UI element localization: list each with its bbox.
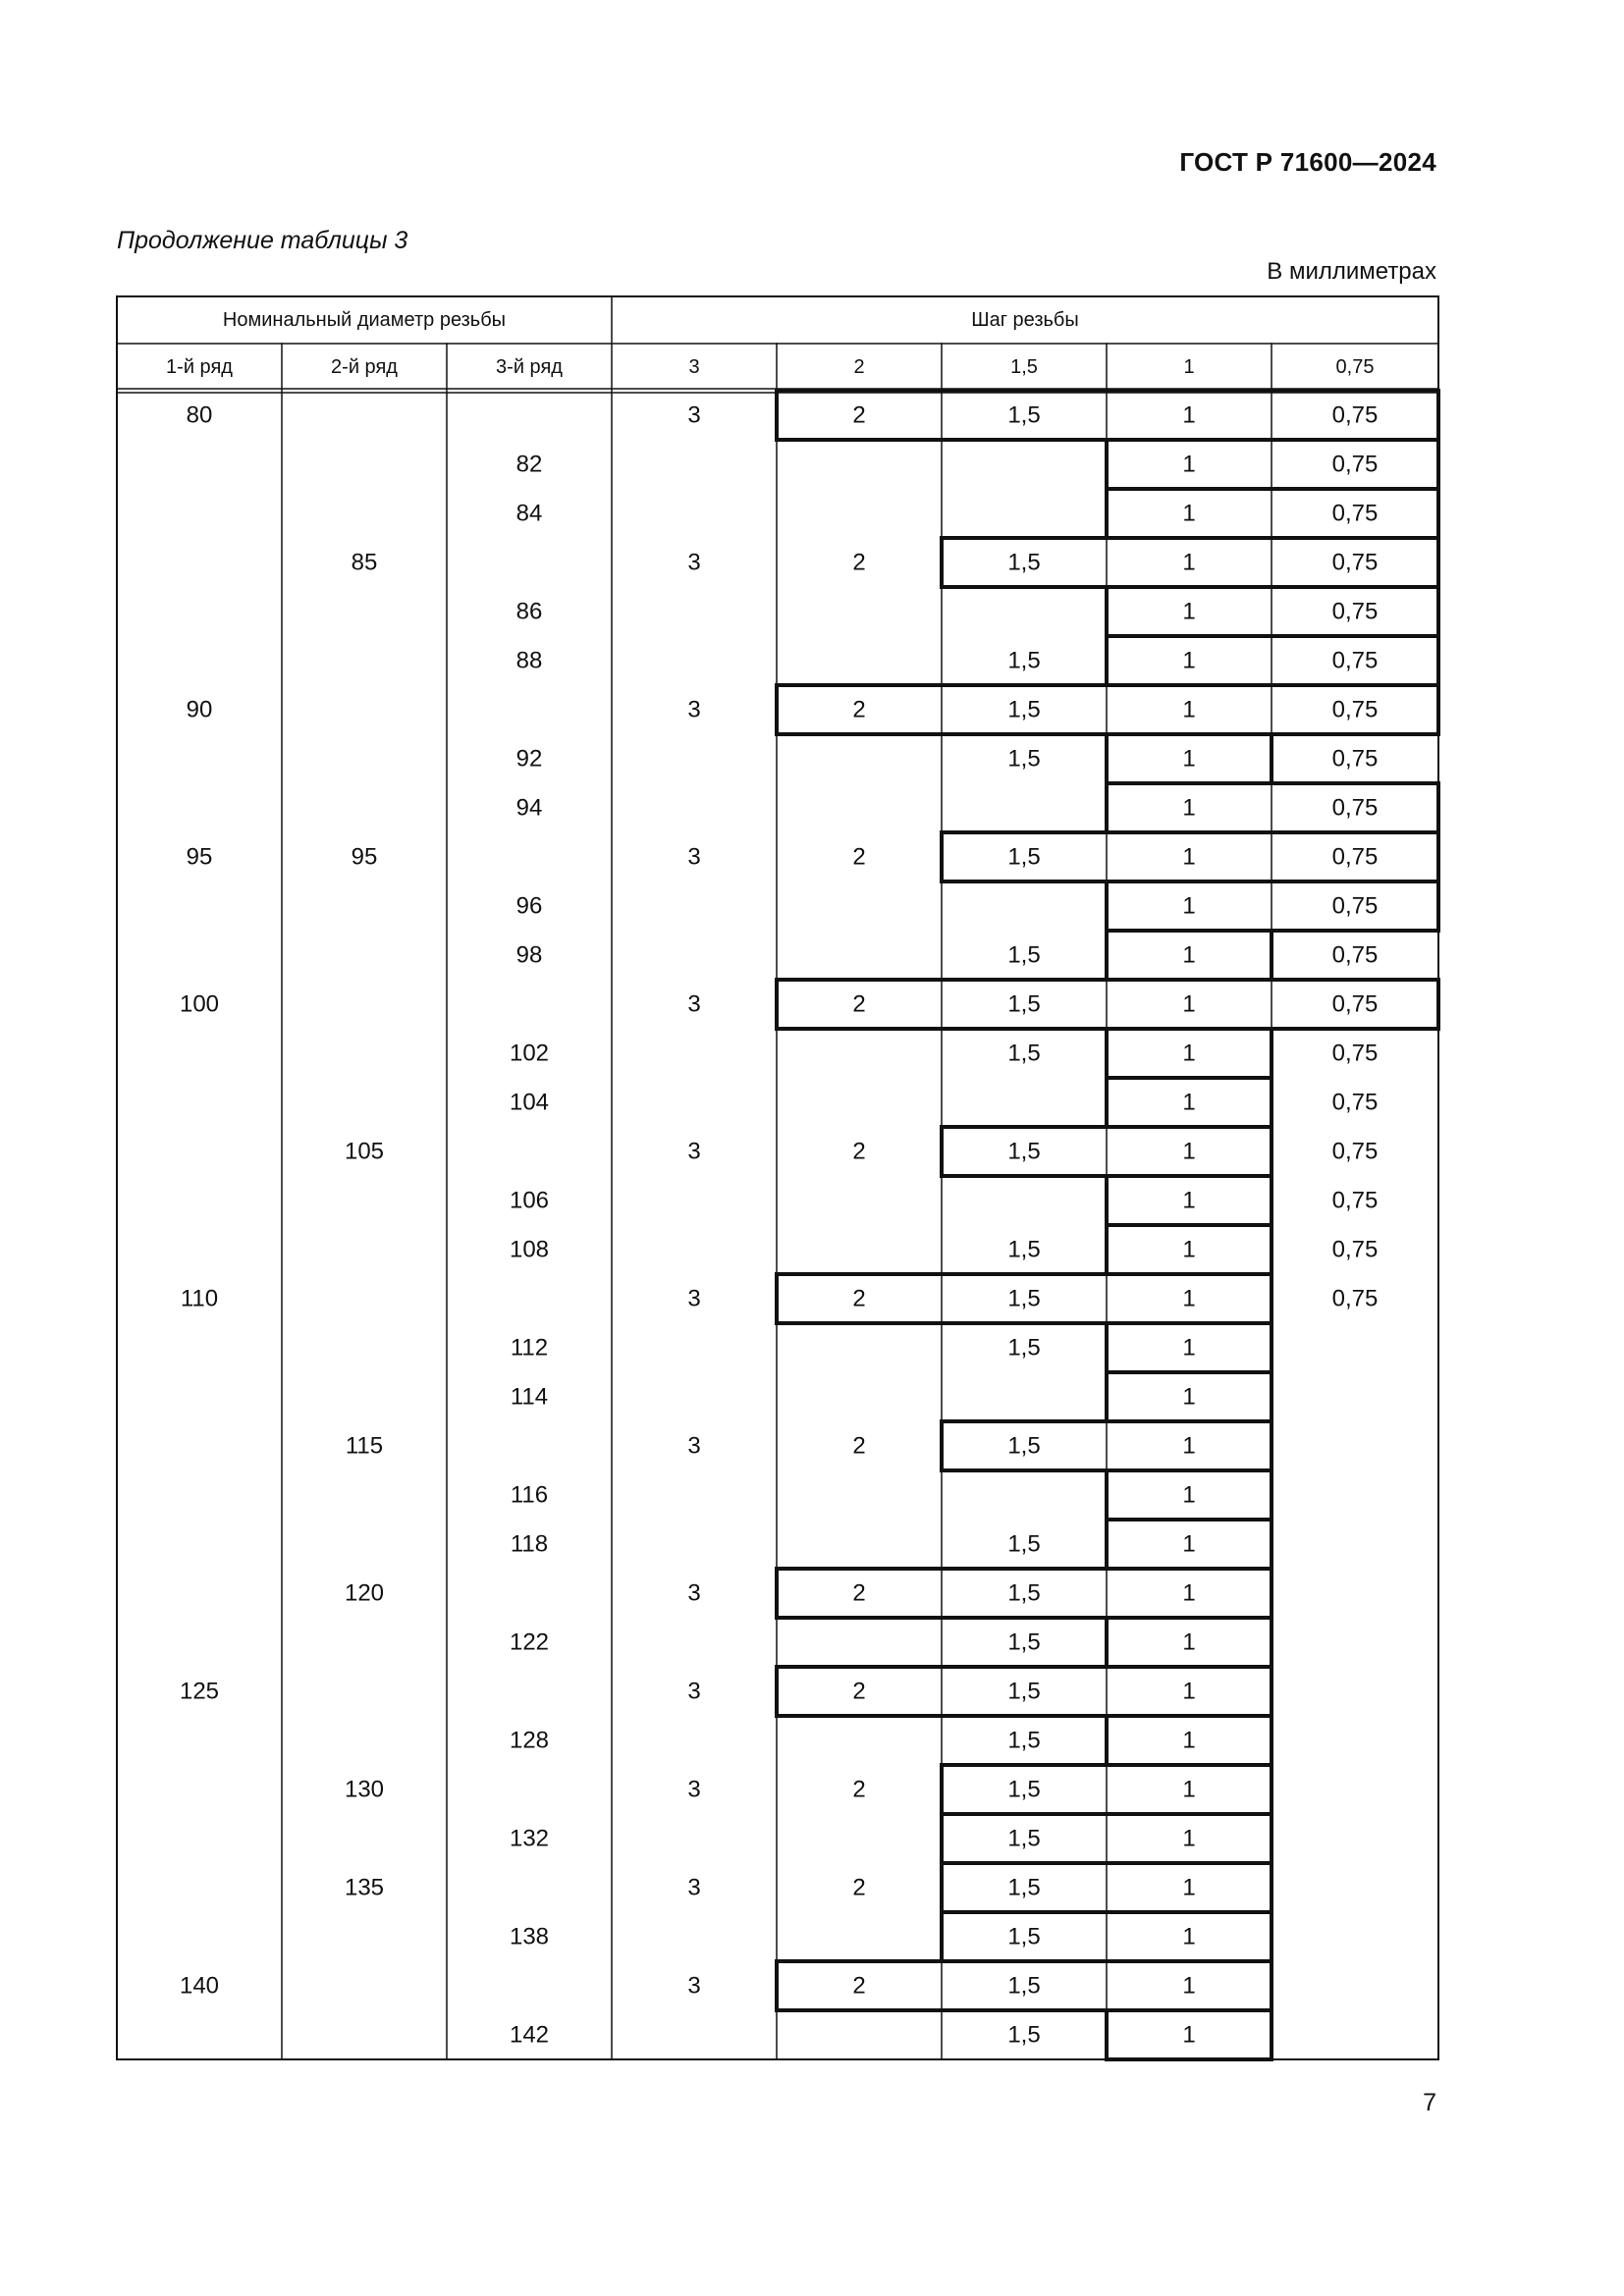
table-cell: 1	[1182, 549, 1196, 576]
thread-pitch-table	[117, 296, 1438, 2059]
table-cell: 1	[1182, 696, 1196, 723]
table-cell: 132	[509, 1825, 550, 1852]
table-cell: 1	[1182, 1236, 1196, 1263]
page-number: 7	[1423, 2089, 1436, 2116]
table-cell: 1	[1182, 892, 1196, 920]
table-cell: 102	[509, 1040, 550, 1067]
table-cell: 1,5	[1007, 696, 1041, 723]
table-cell: 0,75	[1331, 598, 1379, 625]
table-cell: 2	[852, 1972, 866, 2000]
table-cell: 2	[852, 1776, 866, 1803]
table-cell: 2	[852, 1678, 866, 1705]
table-cell: 104	[509, 1089, 550, 1116]
table-cell: 114	[510, 1383, 549, 1411]
table-cell: 1	[1182, 745, 1196, 773]
column-header: 3	[688, 356, 700, 378]
table-cell: 125	[179, 1678, 220, 1705]
table-grid	[117, 296, 1438, 2059]
table-cell: 3	[687, 1432, 701, 1460]
table-cell: 2	[852, 1432, 866, 1460]
table-cell: 3	[687, 843, 701, 871]
table-cell: 1	[1182, 843, 1196, 871]
table-cell: 0,75	[1331, 549, 1379, 576]
table-cell: 3	[687, 1972, 701, 2000]
table-cell: 0,75	[1331, 1187, 1379, 1214]
table-cell: 1,5	[1007, 1040, 1041, 1067]
table-cell: 1	[1182, 1481, 1196, 1509]
table-cell: 128	[509, 1727, 550, 1754]
table-cell: 1,5	[1007, 1530, 1041, 1558]
table-cell: 82	[515, 451, 543, 478]
table-cell: 1,5	[1007, 1629, 1041, 1656]
table-cell: 1,5	[1007, 2021, 1041, 2049]
column-header: 0,75	[1335, 356, 1375, 378]
table-cell: 80	[186, 401, 213, 429]
table-cell: 1	[1182, 1825, 1196, 1852]
table-cell: 3	[687, 1579, 701, 1607]
table-cell: 1,5	[1007, 745, 1041, 773]
table-cell: 3	[687, 1874, 701, 1901]
table-cell: 1	[1182, 1727, 1196, 1754]
table-cell: 1	[1182, 941, 1196, 969]
column-header: 1	[1183, 356, 1195, 378]
table-cell: 118	[510, 1530, 549, 1558]
table-cell: 2	[852, 1285, 866, 1312]
table-cell: 1,5	[1007, 1678, 1041, 1705]
table-cell: 2	[852, 696, 866, 723]
table-cell: 0,75	[1331, 892, 1379, 920]
table-cell: 112	[510, 1334, 549, 1362]
table-cell: 1	[1182, 1040, 1196, 1067]
table-cell: 1	[1182, 1285, 1196, 1312]
table-cell: 0,75	[1331, 451, 1379, 478]
table-cell: 0,75	[1331, 647, 1379, 674]
column-header: 2-й ряд	[331, 356, 398, 378]
table-cell: 0,75	[1331, 745, 1379, 773]
table-cell: 95	[351, 843, 378, 871]
table-cell: 0,75	[1331, 500, 1379, 527]
table-cell: 106	[509, 1187, 550, 1214]
table-cell: 1	[1182, 1138, 1196, 1165]
table-cell: 2	[852, 549, 866, 576]
table-cell: 1	[1182, 2021, 1196, 2049]
table-cell: 1	[1182, 1089, 1196, 1116]
table-cell: 1	[1182, 500, 1196, 527]
table-cell: 100	[179, 990, 220, 1018]
table-cell: 1,5	[1007, 1972, 1041, 2000]
table-cell: 0,75	[1331, 401, 1379, 429]
table-cell: 1	[1182, 1383, 1196, 1411]
table-cell: 2	[852, 1579, 866, 1607]
table-cell: 1,5	[1007, 1285, 1041, 1312]
table-cell: 0,75	[1331, 1236, 1379, 1263]
table-cell: 1,5	[1007, 1432, 1041, 1460]
table-cell: 1,5	[1007, 401, 1041, 429]
table-cell: 2	[852, 401, 866, 429]
table-cell: 105	[344, 1138, 385, 1165]
table-cell: 1	[1182, 598, 1196, 625]
table-cell: 1,5	[1007, 549, 1041, 576]
table-cell: 1,5	[1007, 1236, 1041, 1263]
table-cell: 1,5	[1007, 1923, 1041, 1950]
table-cell: 1	[1182, 1678, 1196, 1705]
table-cell: 140	[179, 1972, 220, 2000]
table-cell: 1,5	[1007, 1727, 1041, 1754]
column-header: 2	[853, 356, 865, 378]
table-cell: 3	[687, 1678, 701, 1705]
table-cell: 1	[1182, 1334, 1196, 1362]
table-cell: 86	[515, 598, 543, 625]
table-cell: 1	[1182, 1187, 1196, 1214]
table-cell: 0,75	[1331, 1040, 1379, 1067]
table-cell: 0,75	[1331, 1285, 1379, 1312]
table-cell: 2	[852, 843, 866, 871]
table-cell: 0,75	[1331, 794, 1379, 822]
table-cell: 2	[852, 1874, 866, 1901]
column-header: 1-й ряд	[166, 356, 233, 378]
table-cell: 1,5	[1007, 941, 1041, 969]
table-cell: 1	[1182, 1432, 1196, 1460]
table-cell: 3	[687, 1138, 701, 1165]
document-code: ГОСТ Р 71600—2024	[1179, 147, 1436, 177]
table-cell: 1	[1182, 1579, 1196, 1607]
table-cell: 1	[1182, 794, 1196, 822]
table-cell: 1	[1182, 1874, 1196, 1901]
table-cell: 1	[1182, 451, 1196, 478]
table-cell: 1,5	[1007, 1776, 1041, 1803]
group-header-nominal-diameter: Номинальный диаметр резьбы	[222, 309, 507, 331]
table-cell: 1,5	[1007, 1334, 1041, 1362]
table-cell: 3	[687, 1776, 701, 1803]
table-cell: 3	[687, 401, 701, 429]
table-cell: 3	[687, 696, 701, 723]
group-header-thread-pitch: Шаг резьбы	[971, 309, 1079, 331]
table-cell: 2	[852, 990, 866, 1018]
table-cell: 0,75	[1331, 990, 1379, 1018]
table-cell: 120	[344, 1579, 385, 1607]
table-cell: 88	[515, 647, 543, 674]
table-cell: 3	[687, 990, 701, 1018]
table-cell: 0,75	[1331, 941, 1379, 969]
table-cell: 130	[344, 1776, 385, 1803]
table-cell: 110	[180, 1285, 219, 1312]
table-cell: 1,5	[1007, 1825, 1041, 1852]
table-cell: 1,5	[1007, 1874, 1041, 1901]
table-cell: 1	[1182, 1776, 1196, 1803]
table-cell: 108	[509, 1236, 550, 1263]
table-cell: 1,5	[1007, 843, 1041, 871]
table-cell: 142	[509, 2021, 550, 2049]
table-cell: 0,75	[1331, 843, 1379, 871]
table-cell: 0,75	[1331, 696, 1379, 723]
table-cell: 1,5	[1007, 990, 1041, 1018]
table-caption: Продолжение таблицы 3	[117, 227, 408, 254]
table-cell: 1,5	[1007, 647, 1041, 674]
table-cell: 0,75	[1331, 1138, 1379, 1165]
table-cell: 98	[515, 941, 543, 969]
table-cell: 116	[510, 1481, 549, 1509]
column-header: 1,5	[1010, 356, 1038, 378]
table-cell: 85	[351, 549, 378, 576]
table-cell: 1,5	[1007, 1138, 1041, 1165]
table-cell: 1	[1182, 1923, 1196, 1950]
table-cell: 1	[1182, 647, 1196, 674]
table-cell: 115	[345, 1432, 384, 1460]
table-cell: 2	[852, 1138, 866, 1165]
table-cell: 1	[1182, 1972, 1196, 2000]
table-cell: 138	[509, 1923, 550, 1950]
table-cell: 84	[515, 500, 543, 527]
table-cell: 94	[515, 794, 543, 822]
table-cell: 95	[186, 843, 213, 871]
units-note: В миллиметрах	[1267, 258, 1436, 285]
column-header: 3-й ряд	[496, 356, 563, 378]
table-cell: 122	[509, 1629, 550, 1656]
table-cell: 90	[186, 696, 213, 723]
table-cell: 1,5	[1007, 1579, 1041, 1607]
table-cell: 92	[515, 745, 543, 773]
table-cell: 135	[344, 1874, 385, 1901]
table-cell: 3	[687, 1285, 701, 1312]
table-cell: 1	[1182, 990, 1196, 1018]
table-cell: 0,75	[1331, 1089, 1379, 1116]
table-cell: 1	[1182, 401, 1196, 429]
table-cell: 1	[1182, 1629, 1196, 1656]
table-cell: 96	[515, 892, 543, 920]
table-cell: 1	[1182, 1530, 1196, 1558]
table-cell: 3	[687, 549, 701, 576]
